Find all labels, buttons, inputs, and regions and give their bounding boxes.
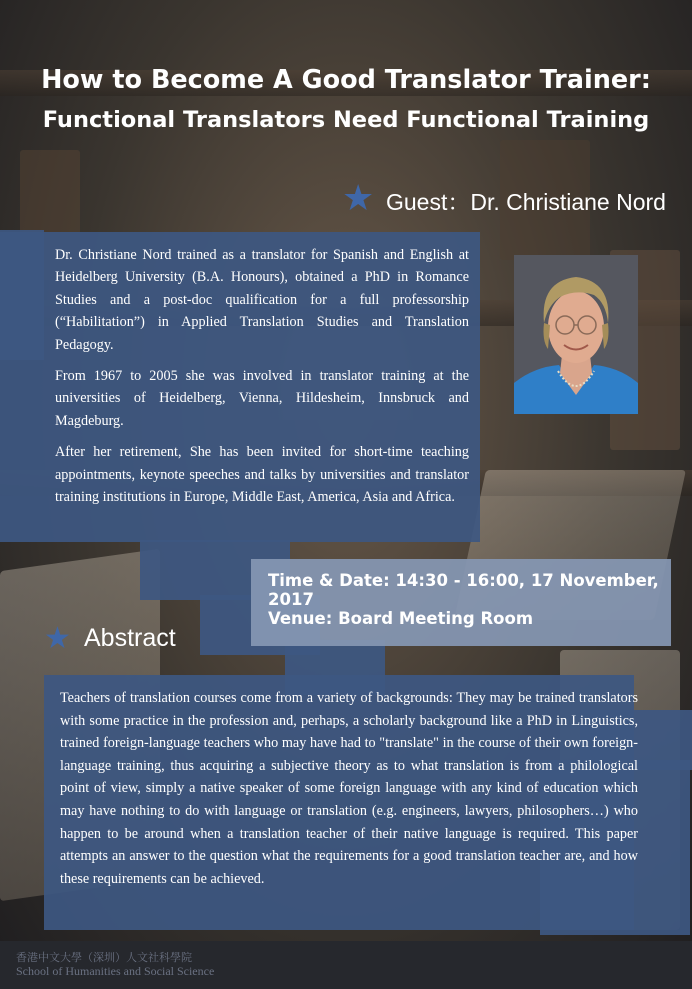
footer-english-name: School of Humanities and Social Science — [16, 964, 215, 978]
guest-biography — [55, 244, 469, 517]
event-time-date: Time & Date: 14:30 - 16:00, 17 November, 2017 — [268, 571, 659, 609]
title-line-1: How to Become A Good Translator Trainer: — [41, 65, 651, 95]
bio-paragraph: After her retirement, She has been invited for short-time teaching appointments, keynote speeches and talks by universities and translator training institutions in Europe, Middle East, America, Asia and Africa. — [55, 444, 469, 506]
bio-paragraph: From 1967 to 2005 she was involved in translator training at the universities of Heidelberg, Vienna, Hildesheim, Innsbruck and Magdeburg. — [55, 368, 469, 429]
footer-chinese-name: 香港中文大學（深圳）人文社科學院 — [16, 951, 192, 964]
star-icon: ★ — [342, 178, 375, 219]
guest-heading: Guest：Dr. Christiane Nord — [386, 189, 666, 215]
star-icon: ★ — [44, 621, 71, 656]
abstract-body: Teachers of translation courses come from a variety of backgrounds: They may be trained translators with some practice in the profession and, perhaps, a scholarly background like a PhD in Linguistics, trained foreign-language teachers who may have had to "translate" in the course of their own foreign-language training, thus acquiring a subjective theory as to what translation is from a philological point of view, simply a native speaker of some foreign language with any kind of education which may have nothing to do with language or translation (e.g. engineers, lawyers, philosophers…) who happen to be around when a translation teacher of their native language is required. This paper attempts an answer to the question what the requirements for a good translation teacher are, and how these requirements can be achieved. — [60, 690, 638, 887]
bio-paragraph: Dr. Christiane Nord trained as a translator for Spanish and English at Heidelberg University (B.A. Honours), obtained a PhD in Romance Studies and a post-doc qualification for a full professorship (“Habilitation”) in Applied Translation Studies and Translation Pedagogy. — [55, 247, 469, 353]
poster-title — [0, 62, 692, 138]
guest-portrait-photo — [514, 255, 638, 414]
title-line-2: Functional Translators Need Functional Training — [42, 107, 650, 133]
abstract-heading: Abstract — [84, 624, 176, 652]
event-venue: Venue: Board Meeting Room — [268, 609, 534, 628]
footer — [0, 941, 692, 989]
